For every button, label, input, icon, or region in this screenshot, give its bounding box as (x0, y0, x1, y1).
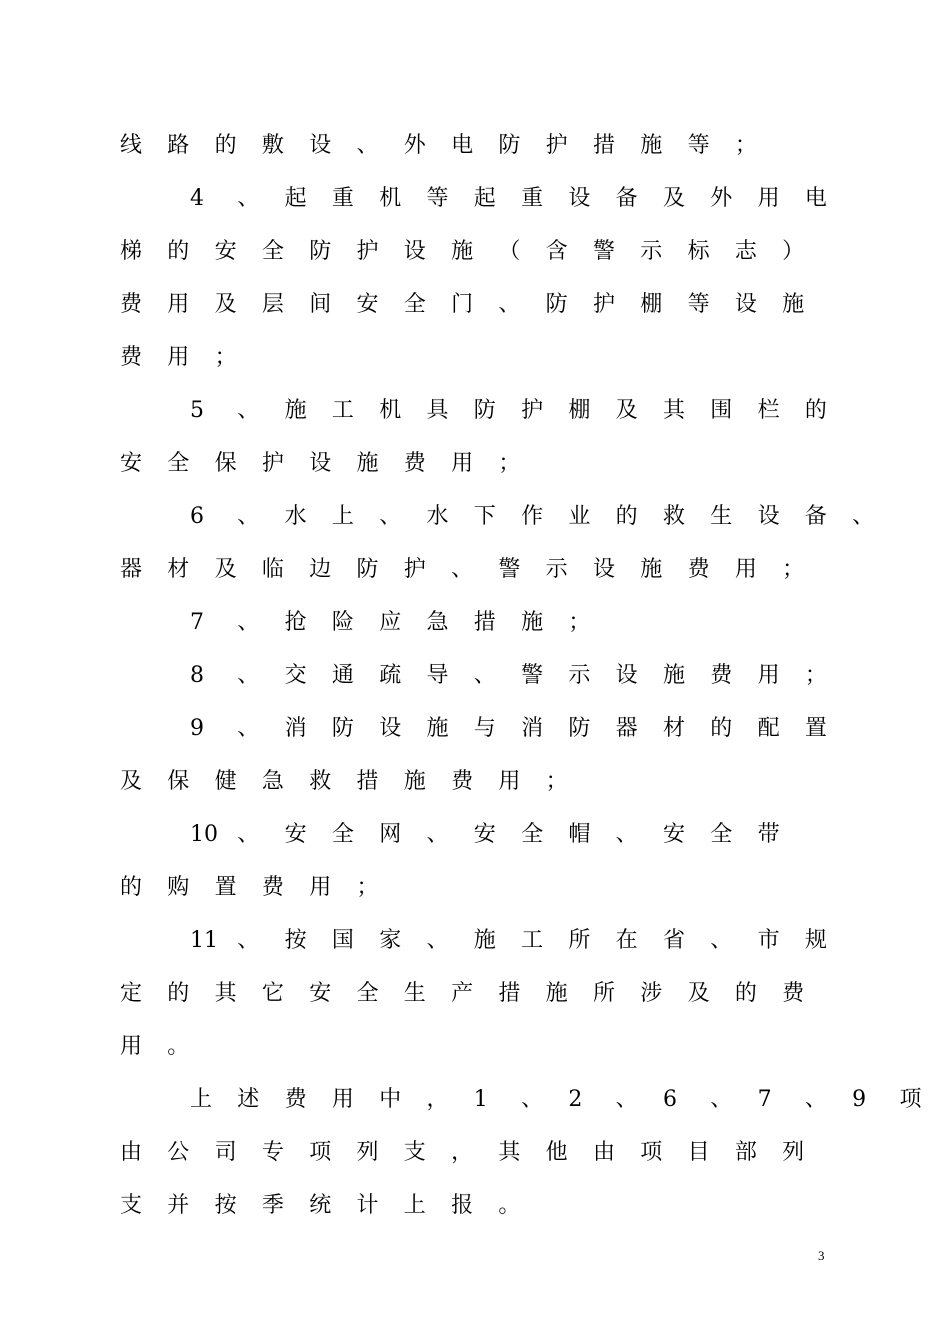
text-glyph: 安 (356, 292, 379, 317)
text-glyph: 安 (214, 239, 237, 264)
text-glyph: 费 (451, 769, 474, 794)
text-line (120, 1186, 820, 1226)
text-glyph: 涉 (640, 981, 663, 1006)
text-line (190, 921, 890, 961)
text-glyph: 工 (521, 928, 544, 953)
text-glyph: 。 (167, 1034, 190, 1059)
text-glyph: 电 (804, 186, 827, 211)
text-glyph: 支 (120, 1193, 143, 1218)
text-glyph: 费 (710, 663, 733, 688)
text-glyph: 按 (214, 1193, 237, 1218)
text-glyph: 临 (261, 557, 284, 582)
text-glyph: 下 (473, 504, 496, 529)
text-glyph: 支 (403, 1140, 426, 1165)
text-glyph: 、 (426, 928, 449, 953)
text-glyph: 产 (451, 981, 474, 1006)
text-glyph: 费 (284, 1087, 307, 1112)
text-glyph: 的 (214, 133, 237, 158)
text-glyph: 护 (356, 239, 379, 264)
text-glyph: 9 (190, 716, 204, 741)
text-glyph: ； (498, 451, 521, 476)
text-glyph: 由 (592, 1140, 615, 1165)
text-glyph: 用 (757, 186, 780, 211)
text-glyph: 按 (284, 928, 307, 953)
text-glyph: 11 (190, 928, 218, 953)
text-glyph: 措 (473, 610, 496, 635)
text-glyph: 用 (498, 769, 521, 794)
text-glyph: 设 (615, 663, 638, 688)
text-glyph: 外 (403, 133, 426, 158)
text-glyph: 定 (120, 981, 143, 1006)
text-glyph: ； (356, 875, 379, 900)
text-glyph: 、 (852, 504, 875, 529)
text-glyph: 机 (379, 186, 402, 211)
text-glyph: 起 (284, 186, 307, 211)
text-glyph: 施 (356, 451, 379, 476)
text-glyph: 施 (640, 133, 663, 158)
text-line (190, 709, 890, 749)
text-glyph: 报 (451, 1193, 474, 1218)
text-glyph: 、 (237, 663, 260, 688)
text-glyph: 项 (899, 1087, 922, 1112)
text-glyph: 施 (284, 398, 307, 423)
text-glyph: 含 (545, 239, 568, 264)
text-glyph: ； (804, 663, 827, 688)
text-glyph: 具 (426, 398, 449, 423)
text-glyph: 路 (167, 133, 190, 158)
text-glyph: 上 (190, 1087, 213, 1112)
text-glyph: 在 (615, 928, 638, 953)
text-glyph: 的 (710, 716, 733, 741)
text-glyph: 作 (521, 504, 544, 529)
text-glyph: 用 (757, 663, 780, 688)
text-line (120, 232, 820, 272)
text-glyph: 救 (662, 504, 685, 529)
page-number: 3 (818, 1248, 825, 1263)
text-glyph: 重 (521, 186, 544, 211)
text-glyph: 带 (757, 822, 780, 847)
text-line (190, 1080, 922, 1120)
text-glyph: 公 (167, 1140, 190, 1165)
text-glyph: 、 (615, 1087, 638, 1112)
text-line (120, 338, 820, 378)
text-glyph: 安 (473, 822, 496, 847)
text-glyph: 置 (214, 875, 237, 900)
text-glyph: 护 (545, 133, 568, 158)
text-line (190, 815, 890, 855)
text-glyph: 设 (568, 186, 591, 211)
text-glyph: 施 (473, 928, 496, 953)
text-glyph: 全 (710, 822, 733, 847)
text-glyph: 全 (167, 451, 190, 476)
text-glyph: 等 (426, 186, 449, 211)
text-glyph: 置 (804, 716, 827, 741)
text-line (190, 391, 890, 431)
text-glyph: 棚 (640, 292, 663, 317)
text-glyph: 网 (379, 822, 402, 847)
text-glyph: 司 (214, 1140, 237, 1165)
text-glyph: 护 (521, 398, 544, 423)
text-glyph: 2 (568, 1087, 583, 1112)
text-glyph: 防 (568, 716, 591, 741)
text-glyph: 7 (757, 1087, 772, 1112)
text-glyph: 施 (640, 557, 663, 582)
text-glyph: 用 (331, 1087, 354, 1112)
text-glyph: 、 (237, 504, 260, 529)
text-glyph: 5 (190, 398, 204, 423)
text-glyph: 工 (331, 398, 354, 423)
text-glyph: 防 (498, 133, 521, 158)
text-glyph: 设 (734, 292, 757, 317)
text-glyph: 用 (734, 557, 757, 582)
text-glyph: 述 (237, 1087, 260, 1112)
text-glyph: 列 (356, 1140, 379, 1165)
text-glyph: 上 (403, 1193, 426, 1218)
text-glyph: 。 (498, 1193, 521, 1218)
text-glyph: 器 (615, 716, 638, 741)
text-glyph: 施 (521, 610, 544, 635)
text-glyph: 及 (120, 769, 143, 794)
text-glyph: 配 (757, 716, 780, 741)
text-glyph: 用 (167, 345, 190, 370)
text-glyph: ， (426, 1087, 449, 1112)
text-glyph: 生 (403, 981, 426, 1006)
text-line (190, 497, 890, 537)
text-glyph: 目 (687, 1140, 710, 1165)
text-glyph: 警 (498, 557, 521, 582)
text-glyph: 他 (545, 1140, 568, 1165)
text-glyph: 示 (568, 663, 591, 688)
text-glyph: 应 (379, 610, 402, 635)
text-glyph: 费 (782, 981, 805, 1006)
text-glyph: 、 (498, 292, 521, 317)
text-glyph: ， (451, 1140, 474, 1165)
text-glyph: 导 (426, 663, 449, 688)
text-line (120, 444, 820, 484)
text-glyph: 围 (710, 398, 733, 423)
text-glyph: ； (734, 133, 757, 158)
text-glyph: 施 (662, 663, 685, 688)
text-glyph: 警 (592, 239, 615, 264)
text-glyph: 所 (592, 981, 615, 1006)
text-glyph: ； (214, 345, 237, 370)
text-glyph: 、 (710, 1087, 733, 1112)
text-glyph: 施 (545, 981, 568, 1006)
text-glyph: 10 (190, 822, 218, 847)
text-glyph: 消 (521, 716, 544, 741)
text-glyph: 通 (331, 663, 354, 688)
text-glyph: 列 (782, 1140, 805, 1165)
text-glyph: 、 (237, 398, 260, 423)
text-glyph: 由 (120, 1140, 143, 1165)
text-glyph: 项 (309, 1140, 332, 1165)
text-glyph: 费 (120, 292, 143, 317)
text-glyph: 、 (237, 186, 260, 211)
text-line (120, 285, 820, 325)
text-glyph: 部 (734, 1140, 757, 1165)
text-glyph: 、 (473, 663, 496, 688)
text-glyph: 示 (545, 557, 568, 582)
text-glyph: 栏 (757, 398, 780, 423)
text-glyph: 省 (662, 928, 685, 953)
text-glyph: 标 (687, 239, 710, 264)
text-glyph: 其 (662, 398, 685, 423)
text-line (190, 603, 890, 643)
text-glyph: 购 (167, 875, 190, 900)
text-glyph: 的 (120, 875, 143, 900)
text-line (120, 762, 820, 802)
text-glyph: 施 (451, 239, 474, 264)
text-glyph: 电 (451, 133, 474, 158)
text-glyph: 设 (403, 239, 426, 264)
text-glyph: 、 (237, 822, 260, 847)
text-glyph: 用 (309, 875, 332, 900)
text-glyph: 材 (662, 716, 685, 741)
text-glyph: 险 (331, 610, 354, 635)
text-glyph: 、 (237, 610, 260, 635)
text-glyph: ； (782, 557, 805, 582)
text-glyph: 措 (498, 981, 521, 1006)
text-glyph: 专 (261, 1140, 284, 1165)
text-glyph: 9 (852, 1087, 867, 1112)
text-line (120, 1133, 820, 1173)
text-glyph: 及 (687, 981, 710, 1006)
text-glyph: 护 (403, 557, 426, 582)
text-glyph: 规 (804, 928, 827, 953)
text-glyph: 的 (615, 504, 638, 529)
text-glyph: 施 (403, 769, 426, 794)
text-glyph: 健 (214, 769, 237, 794)
text-glyph: 费 (687, 557, 710, 582)
text-glyph: 保 (167, 769, 190, 794)
text-glyph: 及 (214, 557, 237, 582)
text-glyph: 交 (284, 663, 307, 688)
text-glyph: 的 (734, 981, 757, 1006)
text-line (120, 1027, 820, 1067)
text-glyph: 重 (331, 186, 354, 211)
text-glyph: 材 (167, 557, 190, 582)
text-glyph: 防 (356, 557, 379, 582)
text-line (120, 868, 820, 908)
text-glyph: 线 (120, 133, 143, 158)
text-glyph: 防 (545, 292, 568, 317)
text-glyph: ； (545, 769, 568, 794)
text-glyph: 国 (331, 928, 354, 953)
text-glyph: 设 (592, 557, 615, 582)
text-glyph: ） (782, 239, 805, 264)
text-glyph: 梯 (120, 239, 143, 264)
text-line (190, 656, 890, 696)
text-glyph: 边 (309, 557, 332, 582)
text-glyph: 与 (473, 716, 496, 741)
text-glyph: 防 (331, 716, 354, 741)
text-glyph: 等 (687, 133, 710, 158)
text-glyph: 器 (120, 557, 143, 582)
text-glyph: 警 (521, 663, 544, 688)
text-glyph: 防 (309, 239, 332, 264)
text-glyph: 用 (451, 451, 474, 476)
text-glyph: 棚 (568, 398, 591, 423)
text-glyph: 安 (284, 822, 307, 847)
text-glyph: 消 (284, 716, 307, 741)
text-glyph: 志 (734, 239, 757, 264)
text-line (120, 126, 820, 166)
text-glyph: 帽 (568, 822, 591, 847)
text-glyph: 急 (261, 769, 284, 794)
text-glyph: 7 (190, 610, 204, 635)
text-glyph: 间 (309, 292, 332, 317)
text-glyph: 6 (662, 1087, 677, 1112)
text-glyph: 、 (237, 928, 260, 953)
text-glyph: 所 (568, 928, 591, 953)
text-glyph: 全 (261, 239, 284, 264)
text-glyph: 护 (261, 451, 284, 476)
text-glyph: 疏 (379, 663, 402, 688)
text-glyph: 其 (214, 981, 237, 1006)
text-glyph: 设 (757, 504, 780, 529)
text-glyph: 设 (309, 451, 332, 476)
text-glyph: 起 (473, 186, 496, 211)
text-glyph: 全 (403, 292, 426, 317)
text-glyph: 6 (190, 504, 204, 529)
text-glyph: 措 (356, 769, 379, 794)
text-glyph: 并 (167, 1193, 190, 1218)
text-glyph: 1 (473, 1087, 488, 1112)
text-glyph: 施 (782, 292, 805, 317)
text-glyph: 护 (592, 292, 615, 317)
text-glyph: 其 (498, 1140, 521, 1165)
text-glyph: 中 (379, 1087, 402, 1112)
text-glyph: 层 (261, 292, 284, 317)
text-line (120, 550, 820, 590)
text-glyph: 用 (167, 292, 190, 317)
text-glyph: 及 (662, 186, 685, 211)
text-glyph: 用 (120, 1034, 143, 1059)
text-glyph: 敷 (261, 133, 284, 158)
text-glyph: 全 (331, 822, 354, 847)
text-glyph: 防 (473, 398, 496, 423)
text-glyph: 外 (710, 186, 733, 211)
text-glyph: （ (498, 239, 521, 264)
text-glyph: 等 (687, 292, 710, 317)
text-glyph: 抢 (284, 610, 307, 635)
text-glyph: 设 (309, 133, 332, 158)
text-glyph: 备 (804, 504, 827, 529)
text-glyph: 、 (451, 557, 474, 582)
text-glyph: 统 (309, 1193, 332, 1218)
text-glyph: 计 (356, 1193, 379, 1218)
text-glyph: 急 (426, 610, 449, 635)
text-glyph: 措 (592, 133, 615, 158)
text-glyph: 及 (615, 398, 638, 423)
text-glyph: 保 (214, 451, 237, 476)
text-glyph: 备 (615, 186, 638, 211)
text-glyph: 、 (379, 504, 402, 529)
text-glyph: 8 (190, 663, 204, 688)
text-glyph: 、 (426, 822, 449, 847)
text-glyph: 机 (379, 398, 402, 423)
text-glyph: 它 (261, 981, 284, 1006)
text-glyph: 、 (804, 1087, 827, 1112)
text-glyph: 示 (640, 239, 663, 264)
text-glyph: 、 (615, 822, 638, 847)
text-glyph: 施 (426, 716, 449, 741)
text-glyph: 的 (167, 981, 190, 1006)
text-glyph: 上 (331, 504, 354, 529)
text-glyph: 水 (284, 504, 307, 529)
text-glyph: 市 (757, 928, 780, 953)
text-glyph: 及 (214, 292, 237, 317)
text-glyph: 、 (521, 1087, 544, 1112)
text-glyph: 季 (261, 1193, 284, 1218)
text-glyph: 安 (309, 981, 332, 1006)
text-glyph: 设 (379, 716, 402, 741)
text-glyph: 门 (451, 292, 474, 317)
text-glyph: 的 (167, 239, 190, 264)
text-line (190, 179, 890, 219)
text-glyph: 、 (237, 716, 260, 741)
text-glyph: 全 (356, 981, 379, 1006)
text-glyph: 的 (804, 398, 827, 423)
text-glyph: 项 (640, 1140, 663, 1165)
text-glyph: 费 (120, 345, 143, 370)
text-glyph: 生 (710, 504, 733, 529)
text-glyph: 业 (568, 504, 591, 529)
text-glyph: 安 (120, 451, 143, 476)
text-glyph: 家 (379, 928, 402, 953)
text-glyph: 4 (190, 186, 204, 211)
text-glyph: 全 (521, 822, 544, 847)
text-glyph: 水 (426, 504, 449, 529)
text-glyph: 费 (403, 451, 426, 476)
text-glyph: 救 (309, 769, 332, 794)
text-glyph: 费 (261, 875, 284, 900)
text-glyph: 安 (662, 822, 685, 847)
text-glyph: 、 (356, 133, 379, 158)
text-line (120, 974, 820, 1014)
text-glyph: 、 (710, 928, 733, 953)
text-glyph: ； (568, 610, 591, 635)
